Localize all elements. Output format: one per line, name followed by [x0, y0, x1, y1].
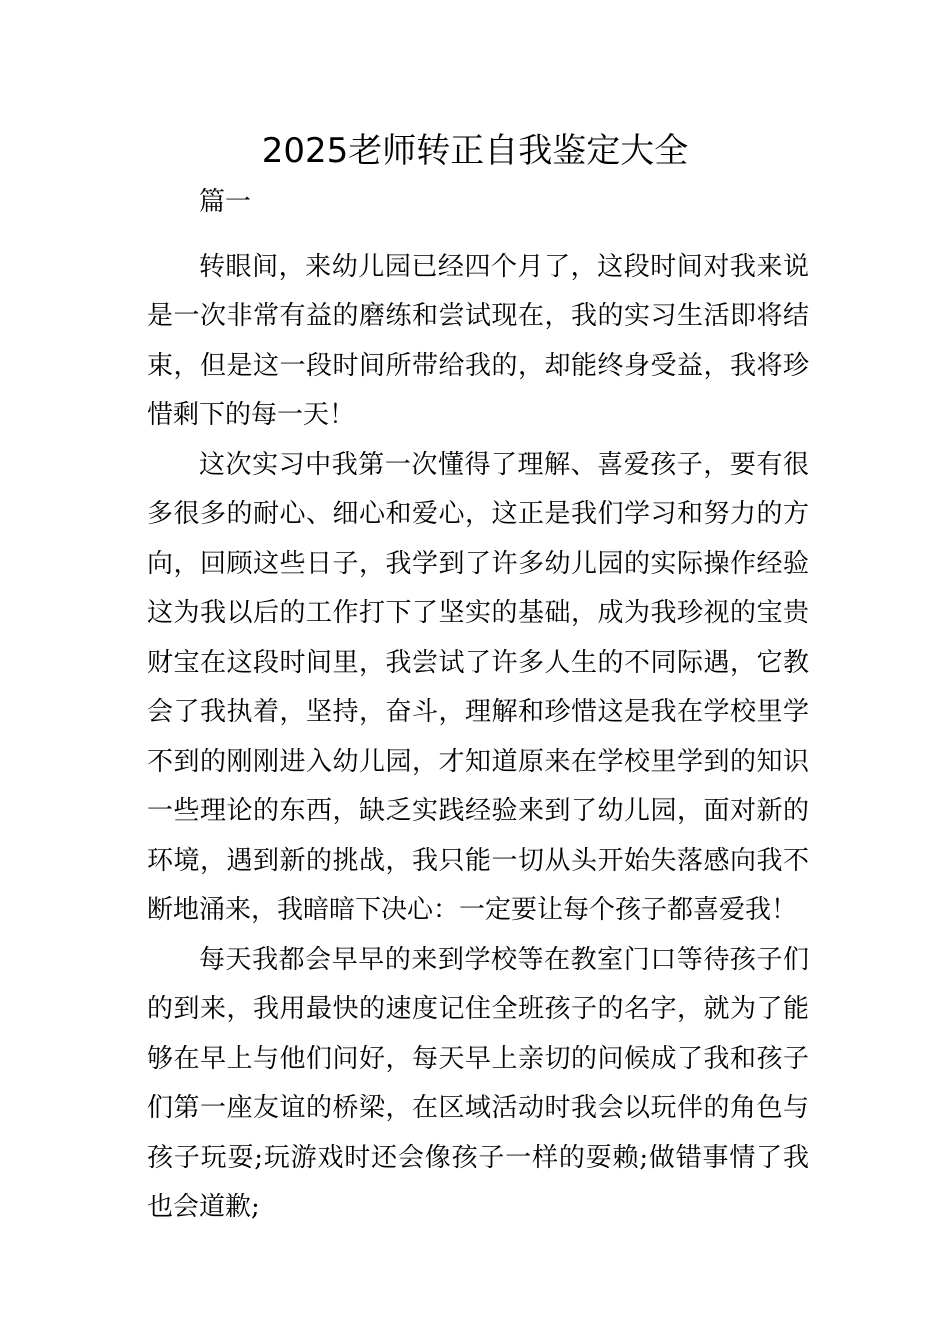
paragraph-2: 这次实习中我第一次懂得了理解、喜爱孩子，要有很多很多的耐心、细心和爱心，这正是我们学习和努力的方向，回顾这些日子，我学到了许多幼儿园的实际操作经验这为我以后的工作打下了坚实的基础，成为我珍视的宝贵财宝在这段时间里，我尝试了许多人生的不同际遇，它教会了我执着，坚持，奋斗，理解和珍惜这是我在学校里学不到的刚刚进入幼儿园，才知道原来在学校里学到的知识一些理论的东西，缺乏实践经验来到了幼儿园，面对新的环境，遇到新的挑战，我只能一切从头开始失落感向我不断地涌来，我暗暗下决心：一定要让每个孩子都喜爱我！ [147, 449, 809, 925]
section-heading: 篇一 [199, 187, 252, 217]
document-body [147, 178, 809, 1233]
document-title: 2025老师转正自我鉴定大全 [261, 131, 689, 171]
paragraph-1: 转眼间，来幼儿园已经四个月了，这段时间对我来说是一次非常有益的磨练和尝试现在，我的实习生活即将结束，但是这一段时间所带给我的，却能终身受益，我将珍惜剩下的每一天！ [147, 251, 809, 430]
paragraph-3: 每天我都会早早的来到学校等在教室门口等待孩子们的到来，我用最快的速度记住全班孩子的名字，就为了能够在早上与他们问好，每天早上亲切的问候成了我和孩子们第一座友谊的桥梁，在区域活动时我会以玩伴的角色与孩子玩耍;玩游戏时还会像孩子一样的耍赖;做错事情了我也会道歉; [147, 944, 809, 1222]
